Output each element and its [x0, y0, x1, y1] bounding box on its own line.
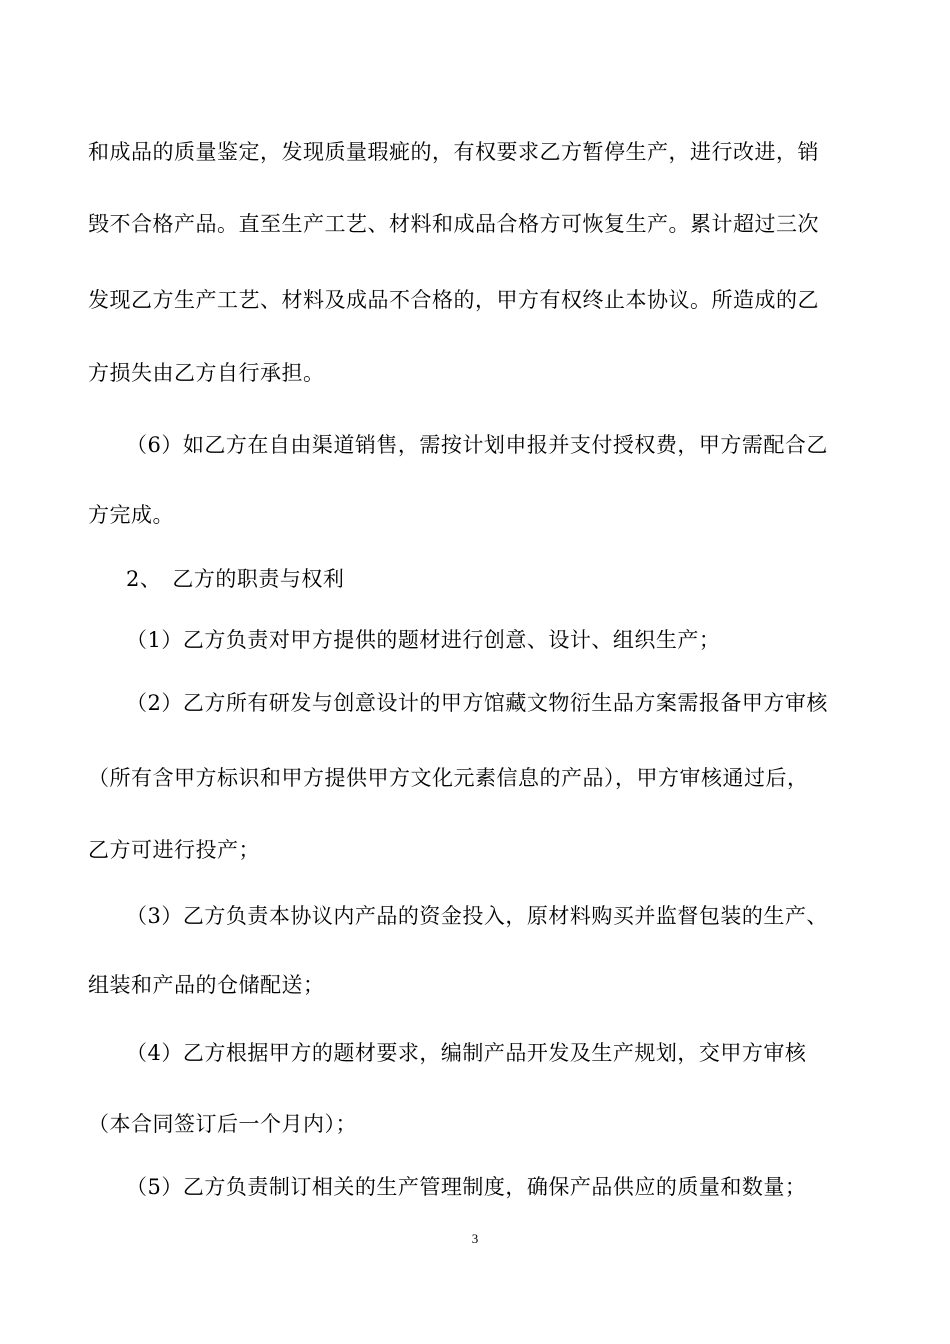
item-2-line-2: （所有含甲方标识和甲方提供甲方文化元素信息的产品），甲方审核通过后，: [88, 766, 809, 790]
item-3-line-1: （3）乙方负责本协议内产品的资金投入，原材料购买并监督包装的生产、: [126, 904, 828, 928]
paragraph-line-1: 和成品的质量鉴定，发现质量瑕疵的，有权要求乙方暂停生产，进行改进，销: [88, 140, 819, 164]
item-4-line-1: （4）乙方根据甲方的题材要求，编制产品开发及生产规划，交甲方审核: [126, 1041, 807, 1065]
item-1: （1）乙方负责对甲方提供的题材进行创意、设计、组织生产；: [126, 628, 721, 652]
item-2-line-3: 乙方可进行投产；: [88, 838, 260, 862]
item-6-line-1: （6）如乙方在自由渠道销售，需按计划申报并支付授权费，甲方需配合乙: [126, 433, 828, 457]
item-2-line-1: （2）乙方所有研发与创意设计的甲方馆藏文物衍生品方案需报备甲方审核: [126, 691, 828, 715]
item-3-line-2: 组装和产品的仓储配送；: [88, 973, 325, 997]
item-6-line-2: 方完成。: [88, 503, 174, 527]
section-heading: 2、 乙方的职责与权利: [126, 567, 345, 591]
page-number: 3: [471, 1231, 479, 1246]
item-4-line-2: （本合同签订后一个月内）；: [88, 1112, 357, 1136]
item-5: （5）乙方负责制订相关的生产管理制度，确保产品供应的质量和数量；: [126, 1175, 807, 1199]
paragraph-line-4: 方损失由乙方自行承担。: [88, 361, 325, 385]
paragraph-line-3: 发现乙方生产工艺、材料及成品不合格的，甲方有权终止本协议。所造成的乙: [88, 288, 819, 312]
paragraph-line-2: 毁不合格产品。直至生产工艺、材料和成品合格方可恢复生产。累计超过三次: [88, 212, 819, 236]
